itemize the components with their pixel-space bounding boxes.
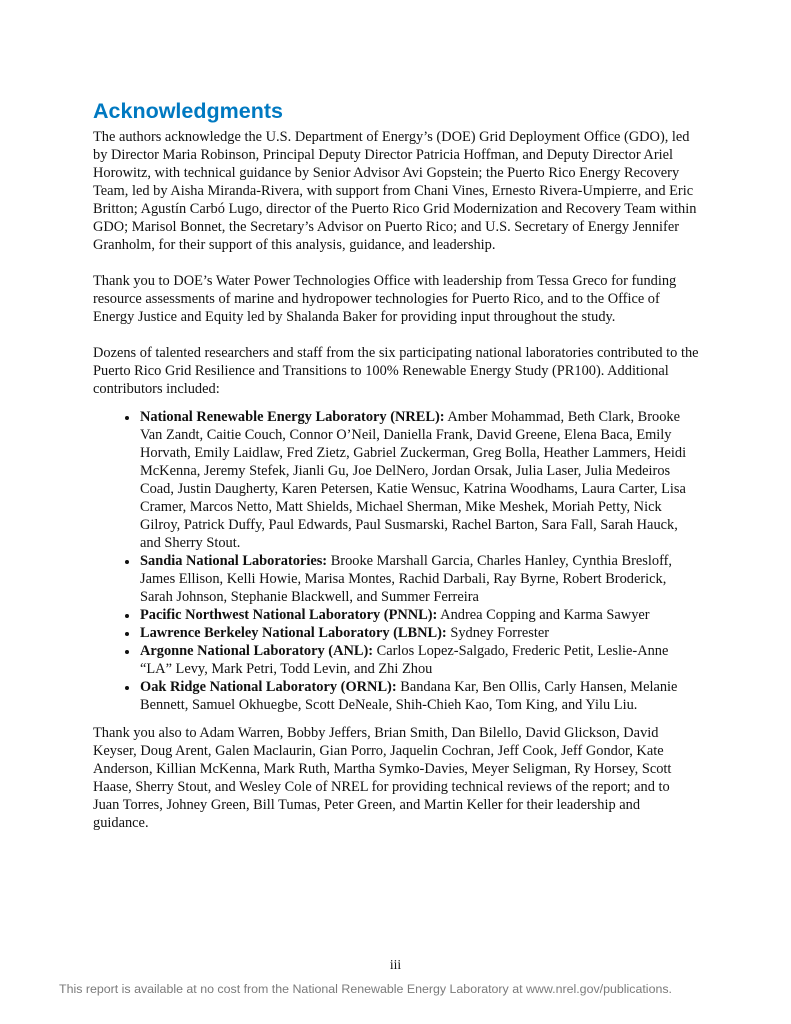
footer-availability-note: This report is available at no cost from the National Renewable Energy Laboratory at www.nrel.gov/publications. <box>59 982 672 996</box>
paragraph-doe-acknowledgment: The authors acknowledge the U.S. Department of Energy’s (DOE) Grid Deployment Office (GDO), led by Director Maria Robinson, Principal Deputy Director Patricia Hoffman, and Deputy Director Ariel Horowitz, with technical guidance by Senior Advisor Avi Gopstein; the Puerto Rico Energy Recovery Team, led by Aisha Miranda-Rivera, with support from Chani Vines, Ernesto Rivera-Umpierre, and Eric Britton; Agustín Carbó Lugo, director of the Puerto Rico Grid Modernization and Recovery Team within GDO; Marisol Bonnet, the Secretary’s Advisor on Puerto Rico; and U.S. Secretary of Energy Jennifer Granholm, for their support of this analysis, guidance, and leadership. <box>93 129 697 253</box>
list-item <box>139 408 699 552</box>
list-item <box>139 552 699 606</box>
list-item <box>139 624 699 642</box>
lab-contributors: Andrea Copping and Karma Sawyer <box>440 607 650 623</box>
lab-name: Sandia National Laboratories: <box>140 553 328 569</box>
list-item <box>139 642 699 678</box>
lab-contributors: Bandana Kar, Ben Ollis, Carly Hansen, Melanie Bennett, Samuel Okhuegbe, Scott DeNeale, Shih-Chieh Kao, Tom King, and Yilu Liu. <box>140 679 678 713</box>
section-heading: Acknowledgments <box>93 99 283 123</box>
contributors-list <box>93 408 699 714</box>
list-item <box>139 606 699 624</box>
document-body <box>93 95 699 850</box>
lab-contributors: Sydney Forrester <box>450 625 550 641</box>
lab-name: National Renewable Energy Laboratory (NREL): <box>140 409 445 425</box>
lab-contributors: Brooke Marshall Garcia, Charles Hanley, Cynthia Bresloff, James Ellison, Kelli Howie, Marisa Montes, Rachid Darbali, Ray Byrne, Robert Broderick, Sarah Johnson, Stephanie Blackwell, and Summer Ferreira <box>140 553 672 605</box>
lab-contributors: Amber Mohammad, Beth Clark, Brooke Van Zandt, Caitie Couch, Connor O’Neil, Daniella Frank, David Greene, Elena Baca, Emily Horvath, Emily Laidlaw, Fred Zietz, Gabriel Zuckerman, Greg Bolla, Heather Lammers, Heidi McKenna, Jeremy Stefek, Jianli Gu, Joe DelNero, Jordan Orsak, Julia Laser, Julia Medeiros Coad, Justin Daugherty, Karen Petersen, Katie Wensuc, Katrina Woodhams, Laura Carter, Lisa Cramer, Marcos Netto, Matt Shields, Michael Sherman, Mike Meshek, Moriah Petty, Nick Gilroy, Patrick Duffy, Paul Edwards, Paul Susmarski, Rachel Barton, Sara Fall, Sarah Hauck, and Sherry Stout. <box>140 409 687 551</box>
lab-name: Oak Ridge National Laboratory (ORNL): <box>140 679 397 695</box>
paragraph-closing-thanks: Thank you also to Adam Warren, Bobby Jeffers, Brian Smith, Dan Bilello, David Glickson, David Keyser, Doug Arent, Galen Maclaurin, Gian Porro, Jaquelin Cochran, Jeff Cook, Jeff Gondor, Kate Anderson, Killian McKenna, Mark Ruth, Martha Symko-Davies, Meyer Seligman, Ry Horsey, Scott Haase, Sherry Stout, and Wesley Cole of NREL for providing technical reviews of the report; and to Juan Torres, Johney Green, Bill Tumas, Peter Green, and Martin Keller for their leadership and guidance. <box>93 725 672 831</box>
lab-name: Pacific Northwest National Laboratory (PNNL): <box>140 607 438 623</box>
paragraph-wpto-acknowledgment: Thank you to DOE’s Water Power Technologies Office with leadership from Tessa Greco for funding resource assessments of marine and hydropower technologies for Puerto Rico, and to the Office of Energy Justice and Equity led by Shalanda Baker for providing input throughout the study. <box>93 273 677 325</box>
list-item <box>139 678 699 714</box>
lab-contributors: Carlos Lopez-Salgado, Frederic Petit, Leslie-Anne “LA” Levy, Mark Petri, Todd Levin, and Zhi Zhou <box>140 643 669 677</box>
lab-name: Lawrence Berkeley National Laboratory (LBNL): <box>140 625 447 641</box>
page-number: iii <box>389 957 402 972</box>
paragraph-contributors-intro: Dozens of talented researchers and staff from the six participating national laboratories contributed to the Puerto Rico Grid Resilience and Transitions to 100% Renewable Energy Study (PR100). Additional contributors included: <box>93 345 699 397</box>
lab-name: Argonne National Laboratory (ANL): <box>140 643 374 659</box>
